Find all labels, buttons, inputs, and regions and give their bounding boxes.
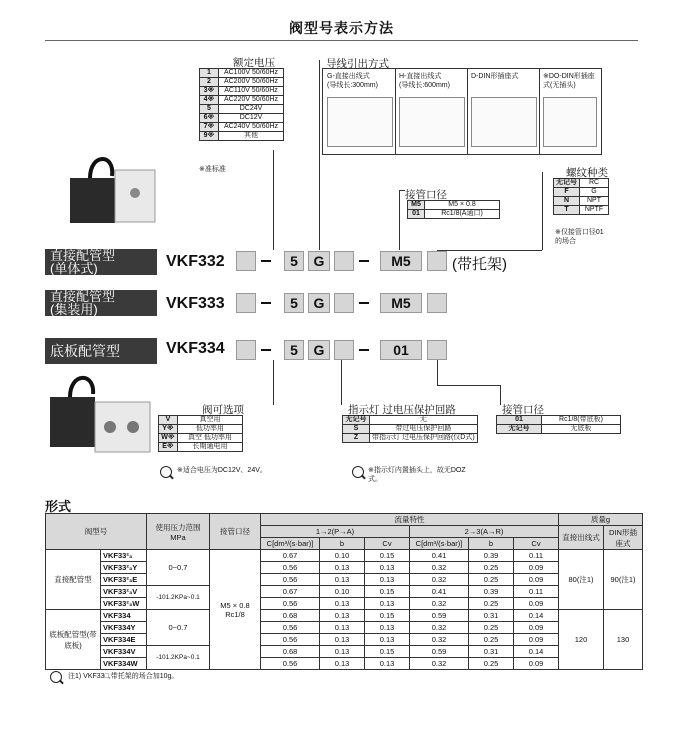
spec-row: [46, 622, 643, 634]
port-top-row: [408, 210, 500, 219]
wiring-option-h: H-直接出线式 (导线长:600mm): [399, 73, 450, 89]
pressure-cell: -101.2KPa~0.1: [147, 586, 210, 610]
flow-cell: 0.13: [320, 574, 365, 586]
thread-code: F: [554, 188, 580, 197]
spec-row: [46, 562, 643, 574]
indicator-code-slot: [334, 251, 354, 271]
voltage-row: [200, 123, 284, 132]
model-vkf334: VKF334: [166, 340, 225, 357]
spec-row: [46, 586, 643, 598]
spec-section-title: 形式: [45, 499, 72, 514]
option-value: 真空 低功率用: [178, 434, 243, 443]
option-value: 真空用: [178, 416, 243, 425]
flow-cell: 0.68: [261, 646, 320, 658]
flow-cell: 0.25: [469, 598, 514, 610]
model-cell: VKF33²₃E: [101, 574, 147, 586]
separator-dash: [261, 302, 271, 304]
flow-cell: 0.13: [320, 622, 365, 634]
flow-cell: 0.56: [261, 622, 320, 634]
voltage-code: 3※: [200, 87, 219, 96]
flow-cell: 0.09: [514, 574, 559, 586]
mass-din-cell: 130: [604, 610, 643, 670]
flow-cell: 0.13: [365, 598, 410, 610]
model-vkf333: VKF333: [166, 295, 225, 312]
model-cell: VKF33²₃W: [101, 598, 147, 610]
flow-cell: 0.13: [320, 634, 365, 646]
header-c: C[dm³/(s·bar)]: [261, 538, 320, 550]
din-no-plug-icon: [543, 97, 597, 147]
voltage-value: AC220V 50/60Hz: [219, 96, 284, 105]
model-cell: VKF33²₃Y: [101, 562, 147, 574]
wiring-box: [322, 68, 602, 155]
option-header: 阀可选项: [202, 404, 244, 416]
separator-dash: [359, 260, 369, 262]
port-bottom-value: 无底板: [542, 425, 621, 434]
flow-cell: 0.68: [261, 610, 320, 622]
port-bottom-code: 01: [497, 416, 542, 425]
header-b: b: [320, 538, 365, 550]
flow-cell: 0.59: [410, 646, 469, 658]
pressure-cell: 0~0.7: [147, 550, 210, 586]
voltage-code: 5: [284, 251, 304, 271]
group-name: 直接配管型: [46, 550, 101, 610]
voltage-code: 9※: [200, 132, 219, 141]
port-bottom-code: 无记号: [497, 425, 542, 434]
option-row: [159, 416, 243, 425]
voltage-code: 6※: [200, 114, 219, 123]
header-pressure: 使用压力范围 MPa: [147, 514, 210, 550]
flow-cell: 0.13: [320, 658, 365, 670]
flow-cell: 0.32: [410, 622, 469, 634]
header-b: b: [469, 538, 514, 550]
port-bottom-value: Rc1/8(带底板): [542, 416, 621, 425]
flow-cell: 0.13: [365, 574, 410, 586]
flow-cell: 0.56: [261, 598, 320, 610]
indicator-row: [343, 434, 478, 443]
mass-din-cell: 90(注1): [604, 550, 643, 610]
model-cell: VKF334V: [101, 646, 147, 658]
thread-row: [554, 179, 609, 188]
indicator-value: 带指示灯 过电压保护回路(仅D式): [370, 434, 478, 443]
header-din: DIN形插座式: [604, 526, 643, 550]
option-value: 低功率用: [178, 425, 243, 434]
wiring-code: G: [308, 251, 330, 271]
flow-cell: 0.13: [365, 658, 410, 670]
spec-row: [46, 550, 643, 562]
header-direct: 直接出线式: [559, 526, 604, 550]
mass-direct-cell: 80(注1): [559, 550, 604, 610]
page-title: 阀型号表示方法: [289, 20, 394, 36]
spec-row: [46, 658, 643, 670]
voltage-value: AC200V 50/60Hz: [219, 78, 284, 87]
note-magnifier-icon: [50, 671, 62, 683]
spec-row: [46, 646, 643, 658]
model-cell: VKF33²₃: [101, 550, 147, 562]
header-model: 阀型号: [46, 514, 147, 550]
voltage-row: [200, 69, 284, 78]
flow-cell: 0.13: [365, 622, 410, 634]
header-port: 接管口径: [210, 514, 261, 550]
flow-cell: 0.11: [514, 586, 559, 598]
thread-value: G: [580, 188, 609, 197]
header-c: C[dm³/(s·bar)]: [410, 538, 469, 550]
flow-cell: 0.67: [261, 586, 320, 598]
flow-cell: 0.15: [365, 610, 410, 622]
flow-cell: 0.09: [514, 598, 559, 610]
option-code: E※: [159, 443, 178, 452]
voltage-code: 1: [200, 69, 219, 78]
thread-note: ※仅接管口径01 的场合: [555, 229, 604, 245]
thread-code: T: [554, 206, 580, 215]
model-cell: VKF33²₃V: [101, 586, 147, 598]
thread-value: NPTF: [580, 206, 609, 215]
indicator-header: 指示灯 过电压保护回路: [348, 404, 456, 416]
flow-cell: 0.39: [469, 550, 514, 562]
header-flow: 流量特性: [261, 514, 559, 526]
thread-code: 无记号: [554, 179, 580, 188]
option-code: Y※: [159, 425, 178, 434]
flow-cell: 0.56: [261, 574, 320, 586]
thread-code-slot: [427, 340, 447, 360]
wiring-option-g: G-直接出线式 (导线长:300mm): [327, 73, 378, 89]
model-cell: VKF334: [101, 610, 147, 622]
port-top-value: M5 × 0.8: [425, 201, 500, 210]
flow-cell: 0.15: [365, 646, 410, 658]
thread-code-slot: [427, 293, 447, 313]
indicator-code-slot: [334, 340, 354, 360]
voltage-code: 5: [200, 105, 219, 114]
valve-photo-bottom: [45, 372, 155, 462]
spec-table: [45, 513, 643, 670]
voltage-row: [200, 87, 284, 96]
group-name: 底板配管型(带底板): [46, 610, 101, 670]
port-top-row: [408, 201, 500, 210]
flow-cell: 0.14: [514, 646, 559, 658]
row-label-single: 直接配管型 (单体式): [45, 249, 157, 275]
thread-code-slot: [427, 251, 447, 271]
option-row: [159, 425, 243, 434]
flow-cell: 0.13: [320, 598, 365, 610]
voltage-code-slot: [236, 251, 256, 271]
wiring-option-do: ※DO-DIN形插座 式(无插头): [543, 73, 595, 89]
indicator-note: ※指示灯内置插头上，故无DOZ式。: [368, 467, 466, 483]
flow-cell: 0.14: [514, 610, 559, 622]
flow-cell: 0.56: [261, 658, 320, 670]
flow-cell: 0.41: [410, 550, 469, 562]
pressure-cell: 0~0.7: [147, 610, 210, 646]
bracket-suffix: (带托架): [452, 256, 507, 273]
note-magnifier-icon: [352, 466, 364, 478]
option-row: [159, 434, 243, 443]
flow-cell: 0.56: [261, 634, 320, 646]
voltage-value: DC12V: [219, 114, 284, 123]
voltage-code-slot: [236, 293, 256, 313]
flow-cell: 0.09: [514, 658, 559, 670]
port-top-table: [407, 200, 500, 219]
port-code: 01: [380, 340, 422, 360]
option-code: V: [159, 416, 178, 425]
thread-table: [553, 178, 609, 215]
pressure-cell: -101.2KPa~0.1: [147, 646, 210, 670]
spec-row: [46, 598, 643, 610]
port-top-header: 接管口径: [405, 189, 447, 201]
indicator-code: S: [343, 425, 370, 434]
thread-row: [554, 188, 609, 197]
voltage-value: AC110V 50/60Hz: [219, 87, 284, 96]
spec-row: [46, 634, 643, 646]
flow-cell: 0.32: [410, 598, 469, 610]
port-bottom-table: [496, 415, 621, 434]
voltage-value: DC24V: [219, 105, 284, 114]
flow-cell: 0.10: [320, 586, 365, 598]
flow-cell: 0.41: [410, 586, 469, 598]
voltage-table: [199, 68, 284, 141]
header-mass: 质量g: [559, 514, 643, 526]
option-note: ※适合电压为DC12V、24V。: [177, 467, 267, 474]
indicator-code: Z: [343, 434, 370, 443]
indicator-code: 无记号: [343, 416, 370, 425]
voltage-code: 4※: [200, 96, 219, 105]
header-a-r: 2→3(A→R): [410, 526, 559, 538]
header-cv: Cv: [365, 538, 410, 550]
separator-dash: [359, 302, 369, 304]
voltage-code: 7※: [200, 123, 219, 132]
option-row: [159, 443, 243, 452]
flow-cell: 0.32: [410, 658, 469, 670]
flow-cell: 0.31: [469, 646, 514, 658]
option-value: 长期通电用: [178, 443, 243, 452]
flow-cell: 0.59: [410, 610, 469, 622]
voltage-code: 5: [284, 293, 304, 313]
header-p-a: 1→2(P→A): [261, 526, 410, 538]
flow-cell: 0.09: [514, 622, 559, 634]
flow-cell: 0.09: [514, 634, 559, 646]
thread-value: NPT: [580, 197, 609, 206]
spec-footnote: 注1) VKF33□,带托架的场合加10g。: [68, 673, 179, 680]
voltage-value: 其他: [219, 132, 284, 141]
model-cell: VKF334W: [101, 658, 147, 670]
flow-cell: 0.11: [514, 550, 559, 562]
flow-cell: 0.31: [469, 610, 514, 622]
separator-dash: [261, 260, 271, 262]
thread-value: RC: [580, 179, 609, 188]
flow-cell: 0.25: [469, 574, 514, 586]
flow-cell: 0.13: [320, 562, 365, 574]
flow-cell: 0.39: [469, 586, 514, 598]
wiring-code: G: [308, 293, 330, 313]
flow-cell: 0.13: [365, 562, 410, 574]
din-connector-icon: [471, 97, 537, 147]
flow-cell: 0.32: [410, 574, 469, 586]
flow-cell: 0.25: [469, 658, 514, 670]
port-top-value: Rc1/8(A通口): [425, 210, 500, 219]
spec-row: [46, 610, 643, 622]
lead-wire-300-icon: [327, 97, 393, 147]
thread-row: [554, 197, 609, 206]
flow-cell: 0.15: [365, 550, 410, 562]
flow-cell: 0.15: [365, 586, 410, 598]
port-cell: M5 × 0.8 Rc1/8: [210, 550, 261, 670]
port-bottom-row: [497, 425, 621, 434]
voltage-value: AC100V 50/60Hz: [219, 69, 284, 78]
wiring-option-d: D-DIN形插座式: [471, 73, 519, 80]
voltage-row: [200, 78, 284, 87]
port-top-code: M5: [408, 201, 425, 210]
indicator-value: 无: [370, 416, 478, 425]
note-magnifier-icon: [160, 466, 172, 478]
port-code: M5: [380, 251, 422, 271]
model-cell: VKF334E: [101, 634, 147, 646]
flow-cell: 0.13: [365, 634, 410, 646]
port-bottom-header: 接管口径: [502, 404, 544, 416]
flow-cell: 0.32: [410, 562, 469, 574]
flow-cell: 0.10: [320, 550, 365, 562]
indicator-value: 带过电压保护回路: [370, 425, 478, 434]
spec-row: [46, 574, 643, 586]
indicator-table: [342, 415, 478, 443]
option-code: W※: [159, 434, 178, 443]
flow-cell: 0.67: [261, 550, 320, 562]
voltage-value: AC240V 50/60Hz: [219, 123, 284, 132]
flow-cell: 0.25: [469, 562, 514, 574]
lead-wire-600-icon: [399, 97, 465, 147]
option-table: [158, 415, 243, 452]
wiring-code: G: [308, 340, 330, 360]
flow-cell: 0.09: [514, 562, 559, 574]
voltage-row: [200, 114, 284, 123]
flow-cell: 0.25: [469, 634, 514, 646]
separator-dash: [261, 349, 271, 351]
voltage-code-slot: [236, 340, 256, 360]
port-code: M5: [380, 293, 422, 313]
flow-cell: 0.32: [410, 634, 469, 646]
flow-cell: 0.13: [320, 646, 365, 658]
header-cv: Cv: [514, 538, 559, 550]
voltage-row: [200, 96, 284, 105]
voltage-code: 5: [284, 340, 304, 360]
model-cell: VKF334Y: [101, 622, 147, 634]
thread-code: N: [554, 197, 580, 206]
spec-header-row: [46, 514, 643, 526]
indicator-row: [343, 416, 478, 425]
voltage-row: [200, 132, 284, 141]
flow-cell: 0.13: [320, 610, 365, 622]
indicator-code-slot: [334, 293, 354, 313]
separator-dash: [359, 349, 369, 351]
thread-header: 螺纹种类: [566, 167, 608, 179]
row-label-manifold: 直接配管型 (集装用): [45, 290, 157, 316]
voltage-code: 2: [200, 78, 219, 87]
title-divider: [45, 40, 638, 41]
voltage-row: [200, 105, 284, 114]
valve-photo-top: [60, 148, 170, 238]
mass-direct-cell: 120: [559, 610, 604, 670]
port-top-code: 01: [408, 210, 425, 219]
indicator-row: [343, 425, 478, 434]
model-vkf332: VKF332: [166, 253, 225, 270]
port-bottom-row: [497, 416, 621, 425]
voltage-header: 额定电压: [233, 57, 275, 69]
row-label-base: 底板配管型: [45, 338, 157, 364]
flow-cell: 0.25: [469, 622, 514, 634]
flow-cell: 0.56: [261, 562, 320, 574]
thread-row: [554, 206, 609, 215]
voltage-note: ※准标准: [199, 166, 226, 173]
wiring-header: 导线引出方式: [326, 58, 389, 70]
